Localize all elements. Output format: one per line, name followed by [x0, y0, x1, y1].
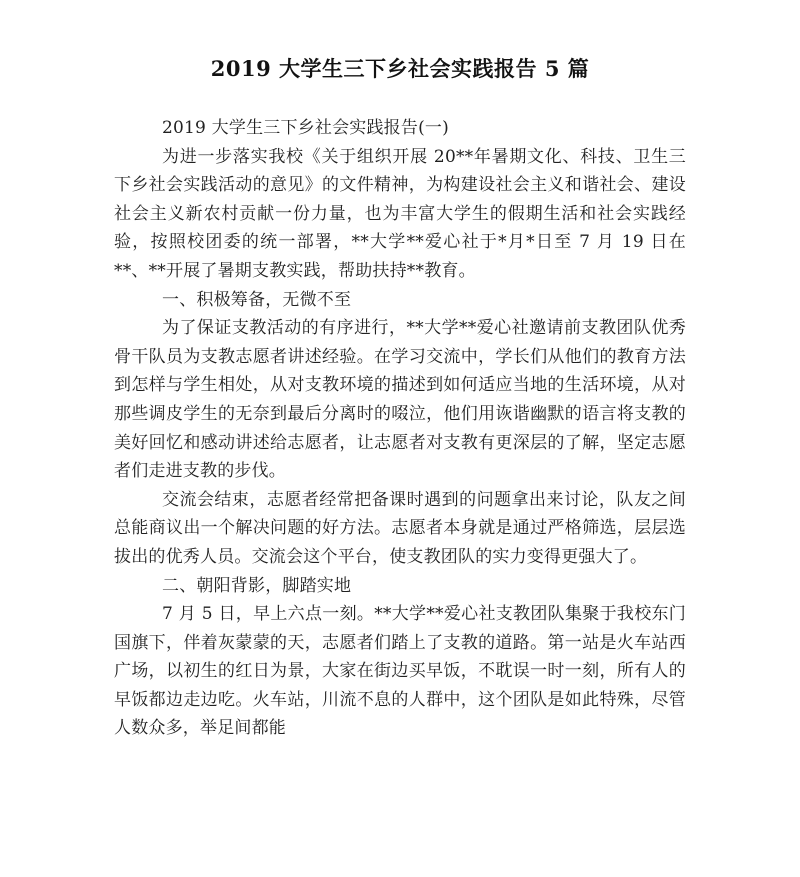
paragraph-exchange-meeting: 交流会结束，志愿者经常把备课时遇到的问题拿出来讨论，队友之间总能商议出一个解决问题的好方法。志愿者本身就是通过严格筛选，层层选拔出的优秀人员。交流会这个平台，使支教团队的实力变得更强大了。	[114, 489, 686, 567]
section-heading-preparation: 一、积极筹备，无微不至	[162, 289, 352, 310]
paragraph-intro: 为进一步落实我校《关于组织开展 20**年暑期文化、科技、卫生三下乡社会实践活动的意见》的文件精神，为构建设社会主义和谐社会、建设社会主义新农村贡献一份力量，也为丰富大学生的假期生活和社会实践经验，按照校团委的统一部署，**大学**爱心社于*月*日至 7 月 19 日在**、**开展了暑期支教实践，帮助扶持**教育。	[114, 146, 686, 281]
section-heading-departure: 二、朝阳背影，脚踏实地	[162, 575, 352, 596]
report-subtitle: 2019 大学生三下乡社会实践报告(一)	[162, 118, 449, 138]
paragraph-preparation: 为了保证支教活动的有序进行，**大学**爱心社邀请前支教团队优秀骨干队员为支教志愿者讲述经验。在学习交流中，学长们从他们的教育方法到怎样与学生相处，从对支教环境的描述到如何适应当地的生活环境，从对那些调皮学生的无奈到最后分离时的啜泣，他们用诙谐幽默的语言将支教的美好回忆和感动讲述给志愿者，让志愿者对支教有更深层的了解，坚定志愿者们走进支教的步伐。	[114, 318, 686, 482]
document-title: 2019 大学生三下乡社会实践报告 5 篇	[210, 56, 590, 81]
paragraph-departure: 7 月 5 日，早上六点一刻。**大学**爱心社支教团队集聚于我校东门国旗下，伴着灰蒙蒙的天，志愿者们踏上了支教的道路。第一站是火车站西广场，以初生的红日为景，大家在街边买早饭，不耽误一时一刻，所有人的早饭都边走边吃。火车站，川流不息的人群中，这个团队是如此特殊，尽管人数众多，举足间都能	[114, 604, 686, 739]
